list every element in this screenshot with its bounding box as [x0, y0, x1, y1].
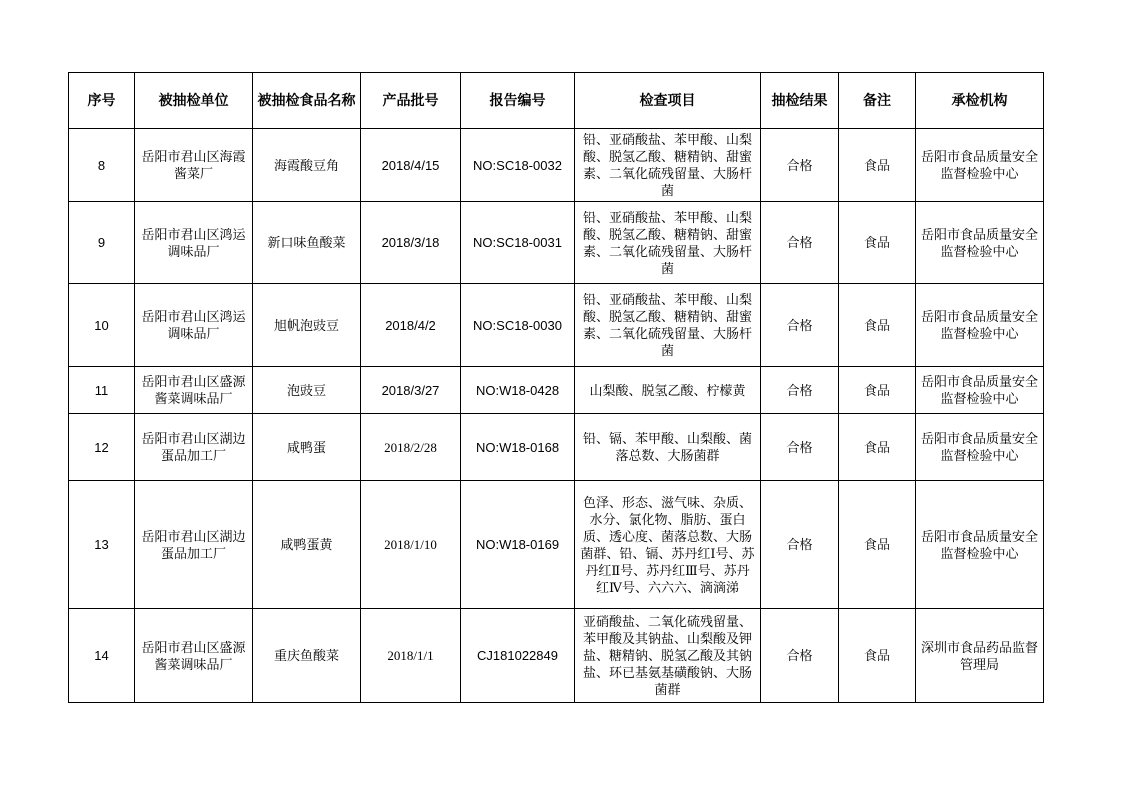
inspection-agency: 岳阳市食品质量安全监督检验中心 — [916, 367, 1044, 414]
inspection-items: 色泽、形态、滋气味、杂质、水分、氯化物、脂肪、蛋白质、透心度、菌落总数、大肠菌群、铅、镉、苏丹红Ⅰ号、苏丹红Ⅱ号、苏丹红Ⅲ号、苏丹红Ⅳ号、六六六、滴滴涕 — [575, 481, 761, 609]
food-name: 咸鸭蛋 — [253, 414, 361, 481]
inspection-result: 合格 — [761, 609, 839, 703]
remark: 食品 — [839, 609, 916, 703]
header-cell: 产品批号 — [361, 73, 461, 129]
inspection-agency: 岳阳市食品质量安全监督检验中心 — [916, 481, 1044, 609]
table-row — [69, 481, 1044, 609]
inspected-unit: 岳阳市君山区湖边蛋品加工厂 — [135, 481, 253, 609]
remark: 食品 — [839, 481, 916, 609]
food-name: 泡豉豆 — [253, 367, 361, 414]
report-number: NO:W18-0169 — [461, 481, 575, 609]
inspection-result: 合格 — [761, 129, 839, 202]
batch-number: 2018/4/2 — [361, 284, 461, 367]
inspection-items: 铅、亚硝酸盐、苯甲酸、山梨酸、脱氢乙酸、糖精钠、甜蜜素、二氧化硫残留量、大肠杆菌 — [575, 129, 761, 202]
header-cell: 检查项目 — [575, 73, 761, 129]
report-number: NO:SC18-0032 — [461, 129, 575, 202]
table-row — [69, 284, 1044, 367]
batch-number: 2018/3/27 — [361, 367, 461, 414]
inspection-items: 铅、镉、苯甲酸、山梨酸、菌落总数、大肠菌群 — [575, 414, 761, 481]
inspection-result: 合格 — [761, 414, 839, 481]
table-row — [69, 414, 1044, 481]
inspected-unit: 岳阳市君山区海霞酱菜厂 — [135, 129, 253, 202]
inspection-agency: 深圳市食品药品监督管理局 — [916, 609, 1044, 703]
serial-number: 8 — [69, 129, 135, 202]
report-number: NO:SC18-0031 — [461, 202, 575, 284]
header-cell: 被抽检单位 — [135, 73, 253, 129]
header-cell: 报告编号 — [461, 73, 575, 129]
inspection-agency: 岳阳市食品质量安全监督检验中心 — [916, 284, 1044, 367]
header-cell: 承检机构 — [916, 73, 1044, 129]
report-number: NO:SC18-0030 — [461, 284, 575, 367]
remark: 食品 — [839, 367, 916, 414]
inspection-result: 合格 — [761, 284, 839, 367]
table-row — [69, 129, 1044, 202]
header-cell: 抽检结果 — [761, 73, 839, 129]
inspection-items: 亚硝酸盐、二氧化硫残留量、苯甲酸及其钠盐、山梨酸及钾盐、糖精钠、脱氢乙酸及其钠盐、环已基氨基磺酸钠、大肠菌群 — [575, 609, 761, 703]
serial-number: 13 — [69, 481, 135, 609]
inspection-items: 铅、亚硝酸盐、苯甲酸、山梨酸、脱氢乙酸、糖精钠、甜蜜素、二氧化硫残留量、大肠杆菌 — [575, 202, 761, 284]
inspection-items: 山梨酸、脱氢乙酸、柠檬黄 — [575, 367, 761, 414]
header-cell: 备注 — [839, 73, 916, 129]
inspected-unit: 岳阳市君山区盛源酱菜调味品厂 — [135, 367, 253, 414]
food-name: 海霞酸豆角 — [253, 129, 361, 202]
inspection-result: 合格 — [761, 481, 839, 609]
table-row — [69, 609, 1044, 703]
serial-number: 12 — [69, 414, 135, 481]
inspection-result: 合格 — [761, 367, 839, 414]
remark: 食品 — [839, 129, 916, 202]
remark: 食品 — [839, 202, 916, 284]
batch-number: 2018/1/10 — [361, 481, 461, 609]
remark: 食品 — [839, 414, 916, 481]
inspected-unit: 岳阳市君山区湖边蛋品加工厂 — [135, 414, 253, 481]
inspection-agency: 岳阳市食品质量安全监督检验中心 — [916, 414, 1044, 481]
table-row — [69, 202, 1044, 284]
inspection-result: 合格 — [761, 202, 839, 284]
remark: 食品 — [839, 284, 916, 367]
food-name: 重庆鱼酸菜 — [253, 609, 361, 703]
inspected-unit: 岳阳市君山区盛源酱菜调味品厂 — [135, 609, 253, 703]
report-number: CJ181022849 — [461, 609, 575, 703]
inspection-items: 铅、亚硝酸盐、苯甲酸、山梨酸、脱氢乙酸、糖精钠、甜蜜素、二氧化硫残留量、大肠杆菌 — [575, 284, 761, 367]
serial-number: 11 — [69, 367, 135, 414]
serial-number: 9 — [69, 202, 135, 284]
batch-number: 2018/1/1 — [361, 609, 461, 703]
serial-number: 14 — [69, 609, 135, 703]
food-name: 新口味鱼酸菜 — [253, 202, 361, 284]
table-row — [69, 367, 1044, 414]
header-cell: 序号 — [69, 73, 135, 129]
batch-number: 2018/2/28 — [361, 414, 461, 481]
header-cell: 被抽检食品名称 — [253, 73, 361, 129]
food-name: 咸鸭蛋黄 — [253, 481, 361, 609]
inspected-unit: 岳阳市君山区鸿运调味品厂 — [135, 284, 253, 367]
header-row — [69, 73, 1044, 129]
inspection-agency: 岳阳市食品质量安全监督检验中心 — [916, 129, 1044, 202]
report-number: NO:W18-0168 — [461, 414, 575, 481]
inspected-unit: 岳阳市君山区鸿运调味品厂 — [135, 202, 253, 284]
batch-number: 2018/4/15 — [361, 129, 461, 202]
inspection-agency: 岳阳市食品质量安全监督检验中心 — [916, 202, 1044, 284]
food-name: 旭帆泡豉豆 — [253, 284, 361, 367]
report-number: NO:W18-0428 — [461, 367, 575, 414]
batch-number: 2018/3/18 — [361, 202, 461, 284]
serial-number: 10 — [69, 284, 135, 367]
inspection-table — [68, 72, 1044, 703]
